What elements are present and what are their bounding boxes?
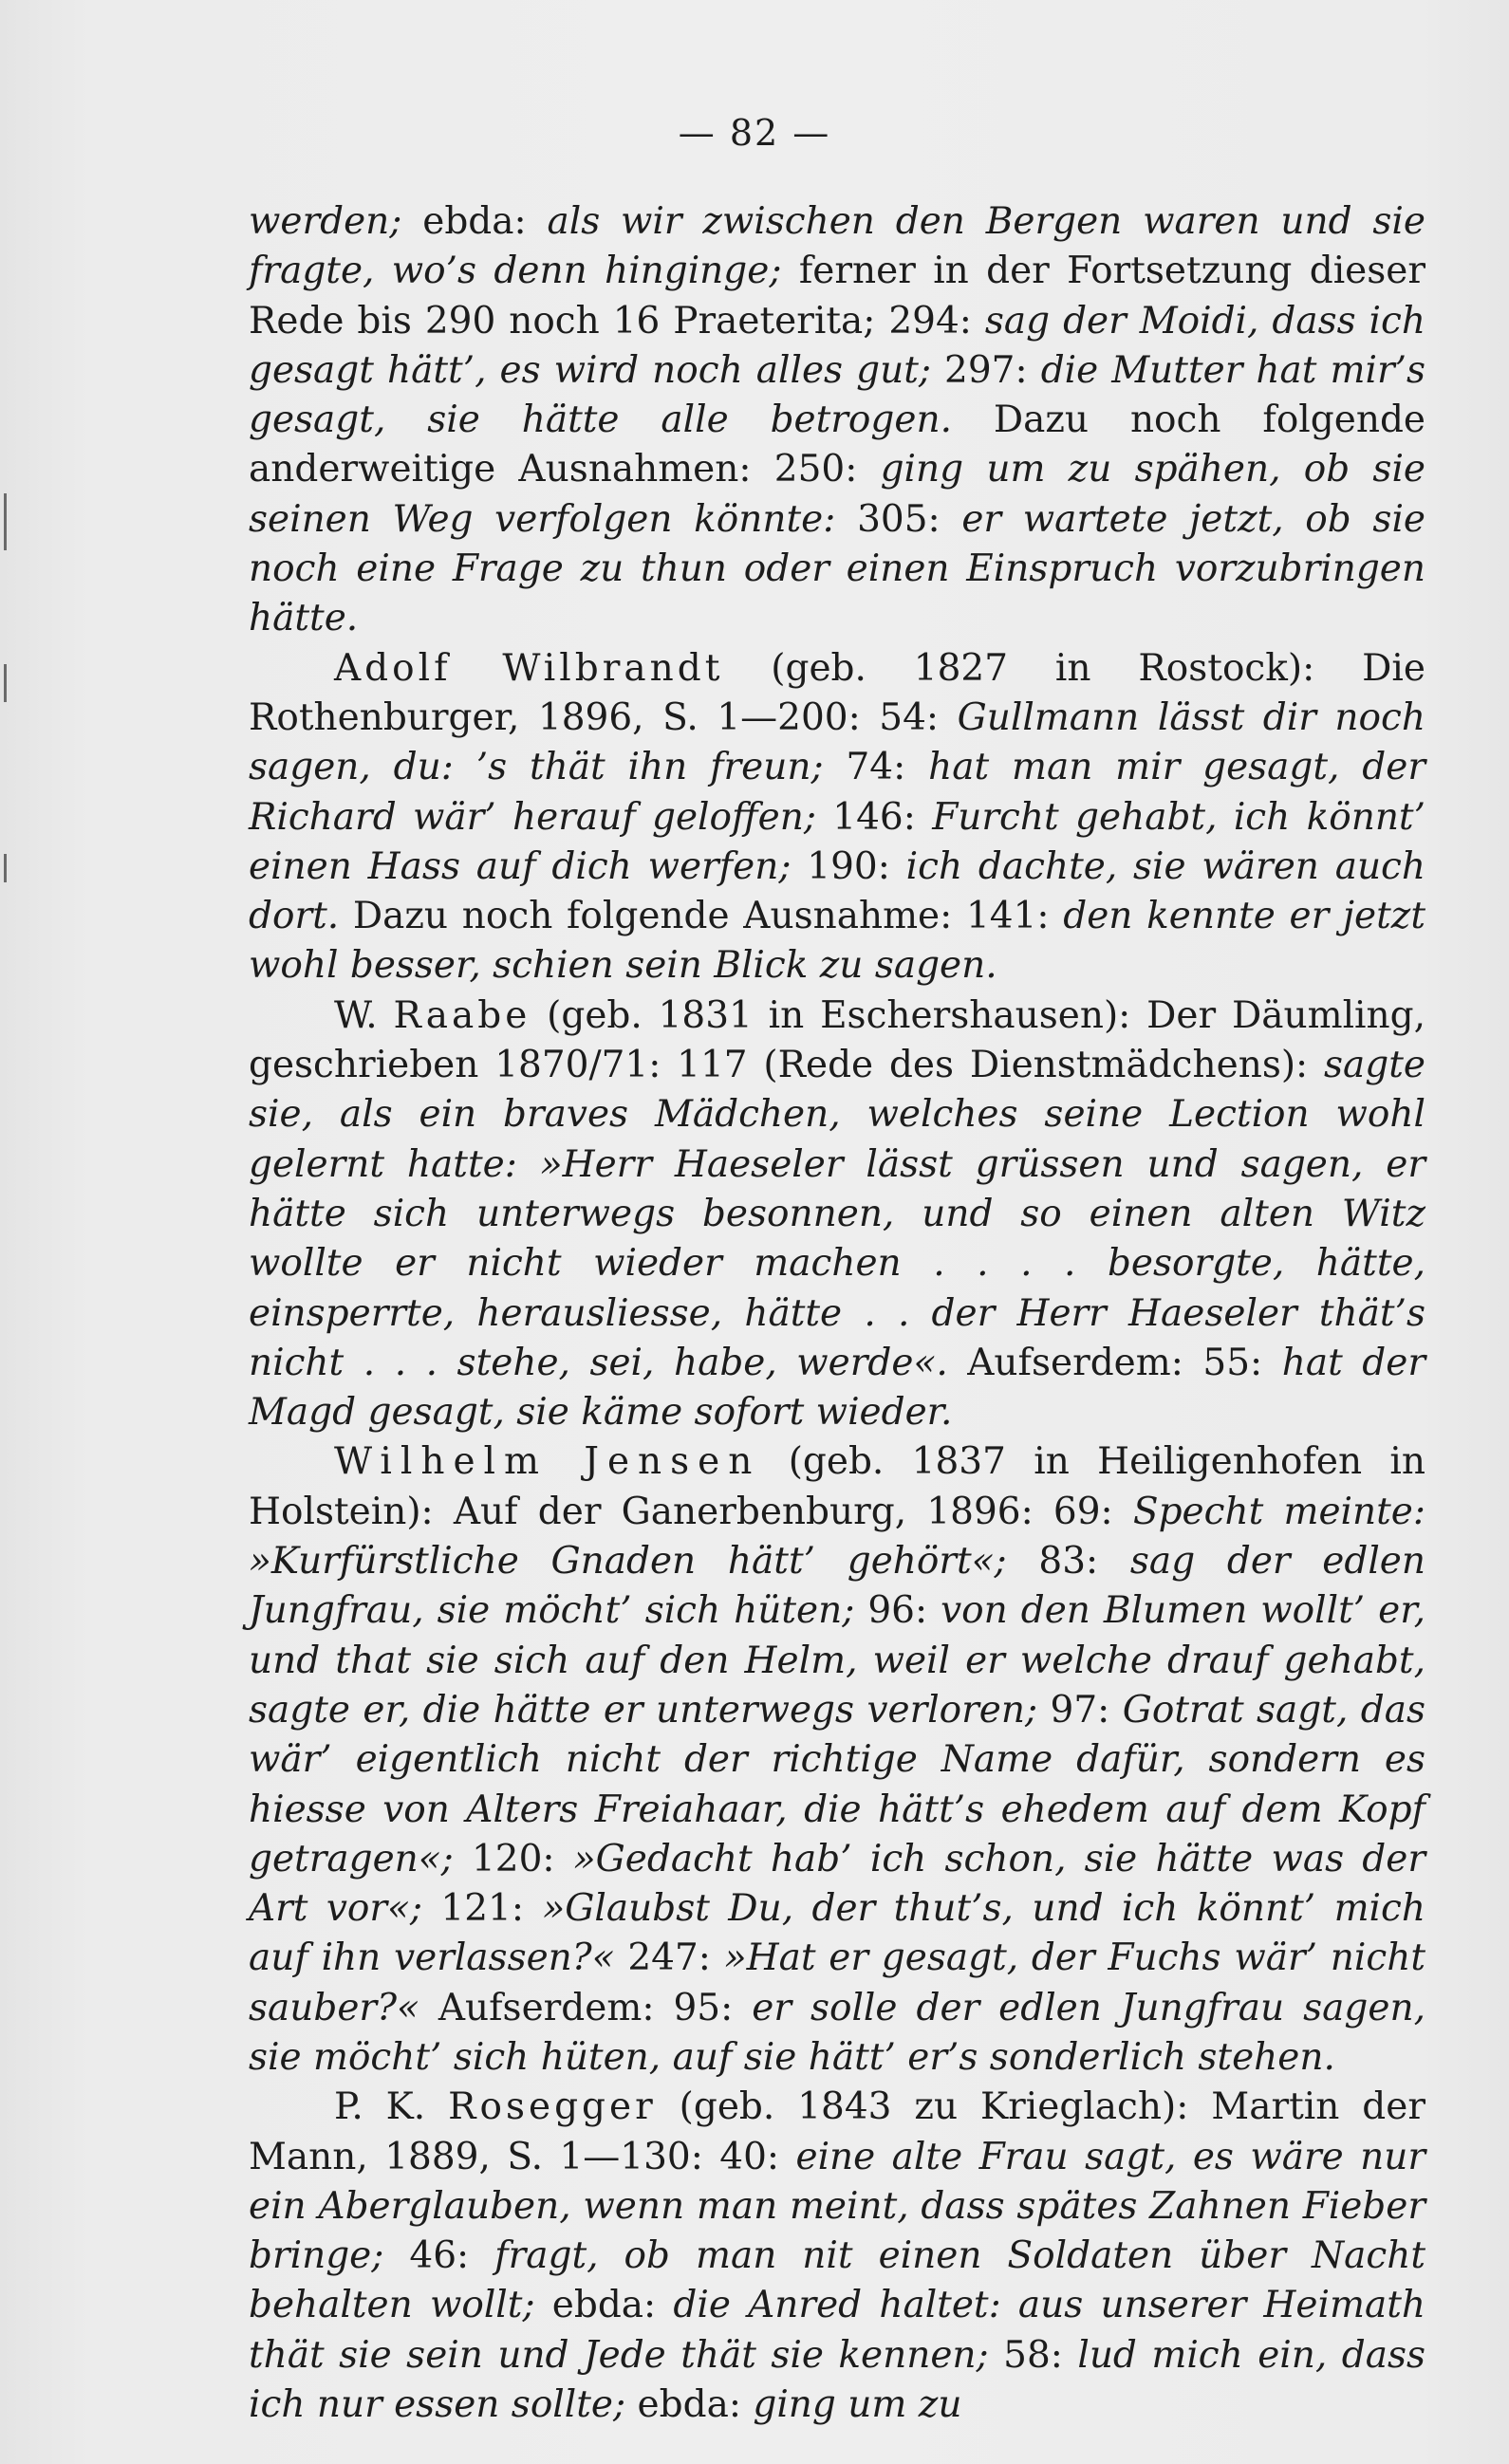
text-run: Aufserdem: 55: (947, 1341, 1282, 1384)
text-run: Dazu noch folgende anderweitige Ausnahmen: 250: (249, 398, 1425, 491)
author-name: Wilhelm Jensen (334, 1440, 761, 1484)
text-run: Aufserdem: 95: (419, 1986, 753, 2029)
page-edge-mark (4, 664, 7, 702)
paragraph (249, 1437, 1425, 2083)
text-run: ebda: (401, 200, 548, 243)
body-text (249, 197, 1425, 2430)
text-run: Dazu noch folgende Ausnahme: 141: (339, 895, 1064, 938)
text-run: (geb. 1837 in Heiligenhofen in Holstein): Auf der Ganerbenburg, 1896: 69: (249, 1440, 1425, 1533)
author-name: Raabe (393, 993, 531, 1037)
text-run: 97: (1037, 1688, 1123, 1732)
page-edge-mark (4, 493, 7, 550)
italic-quote: hat der Magd gesagt, sie käme sofort wieder. (249, 1341, 1425, 1435)
text-run: 58: (988, 2333, 1078, 2377)
text-run: W. (334, 993, 394, 1037)
text-run: 247: (614, 1936, 724, 1980)
italic-quote: Gotrat sagt, das wär’ eigentlich nicht der richtige Name dafür, sondern es hiesse von Alters Freiahaar, die hätt’s ehedem auf dem Kopf getragen«; (249, 1688, 1425, 1880)
page-number: — 82 — (678, 112, 831, 154)
paragraph (249, 197, 1425, 644)
text-run: ebda: (534, 2284, 674, 2327)
italic-quote: sagte sie, als ein braves Mädchen, welches seine Lection wohl gelernt hatte: »Herr Haeseler lässt grüssen und sagen, er hätte sich unterwegs besonnen, und so einen alten Witz wollte er nicht wieder machen . . . . besorgte, hätte, einsperrte, herausliesse, hätte . . der Herr Haeseler thät’s nicht . . . stehe, sei, habe, werde«. (249, 1044, 1425, 1384)
text-run: 121: (422, 1887, 543, 1931)
text-run: 190: (791, 844, 906, 888)
text-run: 297: (931, 348, 1041, 392)
italic-quote: lud mich ein, dass ich nur essen sollte; (249, 2333, 1425, 2427)
paragraph (249, 2083, 1425, 2430)
italic-quote: er solle der edlen Jungfrau sagen, sie möcht’ sich hüten, auf sie hätt’ er’s sonderlich stehen. (249, 1986, 1425, 2079)
page-edge-mark (4, 854, 7, 882)
text-run: ebda: (625, 2383, 754, 2427)
italic-quote: von den Blumen wollt’ er, und that sie sich auf den Helm, weil er welche drauf gehabt, sagte er, die hätte er unterwegs verloren; (249, 1589, 1425, 1732)
italic-quote: Furcht gehabt, ich könnt’ einen Hass auf dich werfen; (249, 795, 1426, 888)
author-name: Rosegger (448, 2085, 657, 2129)
text-run: ferner in der Fortsetzung dieser Rede bis 290 noch 16 Praeterita; 294: (249, 250, 1426, 343)
italic-quote: als wir zwischen den Bergen waren und sie fragte, wo’s denn hinginge; (249, 200, 1425, 293)
text-run: 46: (383, 2234, 495, 2278)
text-run: 74: (823, 746, 929, 789)
text-run: 120: (453, 1837, 573, 1880)
italic-quote: sag der edlen Jungfrau, sie möcht’ sich hüten; (249, 1540, 1426, 1633)
text-run: (geb. 1843 zu Krieglach): Martin der Mann, 1889, S. 1—130: 40: (249, 2085, 1425, 2178)
italic-quote: den kennte er jetzt wohl besser, schien sein Blick zu sagen. (249, 895, 1425, 988)
italic-quote: die Mutter hat mir’s gesagt, sie hätte alle betrogen. (249, 348, 1425, 442)
author-name: Adolf Wilbrandt (334, 646, 724, 690)
text-run: P. K. (334, 2085, 449, 2129)
text-run: (geb. 1831 in Eschershausen): Der Däumling, geschrieben 1870/71: 117 (Rede des Dienstmädchens): (249, 993, 1426, 1087)
text-run: 305: (835, 497, 962, 541)
italic-quote: Specht meinte: »Kurfürstliche Gnaden hätt’ gehört«; (249, 1490, 1426, 1584)
italic-quote: »Glaubst Du, der thut’s, und ich könnt’ mich auf ihn verlassen?« (249, 1887, 1425, 1980)
italic-quote: werden; (249, 200, 402, 243)
text-run: (geb. 1827 in Rostock): Die Rothenburger, 1896, S. 1—200: 54: (249, 646, 1425, 739)
text-run: 96: (854, 1589, 941, 1633)
italic-quote: Gullmann lässt dir noch sagen, du: ’s thät ihn freun; (249, 695, 1425, 789)
paragraph (249, 644, 1425, 991)
italic-quote: eine alte Frau sagt, es wäre nur ein Aberglauben, wenn man meint, dass spätes Zahnen Fieber bringe; (249, 2135, 1425, 2278)
text-run: 146: (815, 795, 933, 839)
paragraph (249, 991, 1425, 1438)
italic-quote: »Hat er gesagt, der Fuchs wär’ nicht sauber?« (249, 1936, 1426, 2029)
italic-quote: die Anred haltet: aus unserer Heimath thät sie sein und Jede thät sie kennen; (249, 2284, 1426, 2377)
italic-quote: »Gedacht hab’ ich schon, sie hätte was der Art vor«; (249, 1837, 1425, 1931)
italic-quote: fragt, ob man nit einen Soldaten über Nacht behalten wollt; (249, 2234, 1425, 2327)
italic-quote: er wartete jetzt, ob sie noch eine Frage zu thun oder einen Einspruch vorzubringen hätte. (249, 497, 1425, 640)
italic-quote: sag der Moidi, dass ich gesagt hätt’, es wird noch alles gut; (249, 299, 1425, 392)
italic-quote: hat man mir gesagt, der Richard wär’ herauf geloffen; (249, 746, 1425, 839)
italic-quote: ging um zu spähen, ob sie seinen Weg verfolgen könnte: (249, 448, 1425, 541)
italic-quote: ging um zu (753, 2383, 962, 2427)
text-run: 83: (1006, 1540, 1130, 1584)
italic-quote: ich dachte, sie wären auch dort. (249, 844, 1426, 938)
